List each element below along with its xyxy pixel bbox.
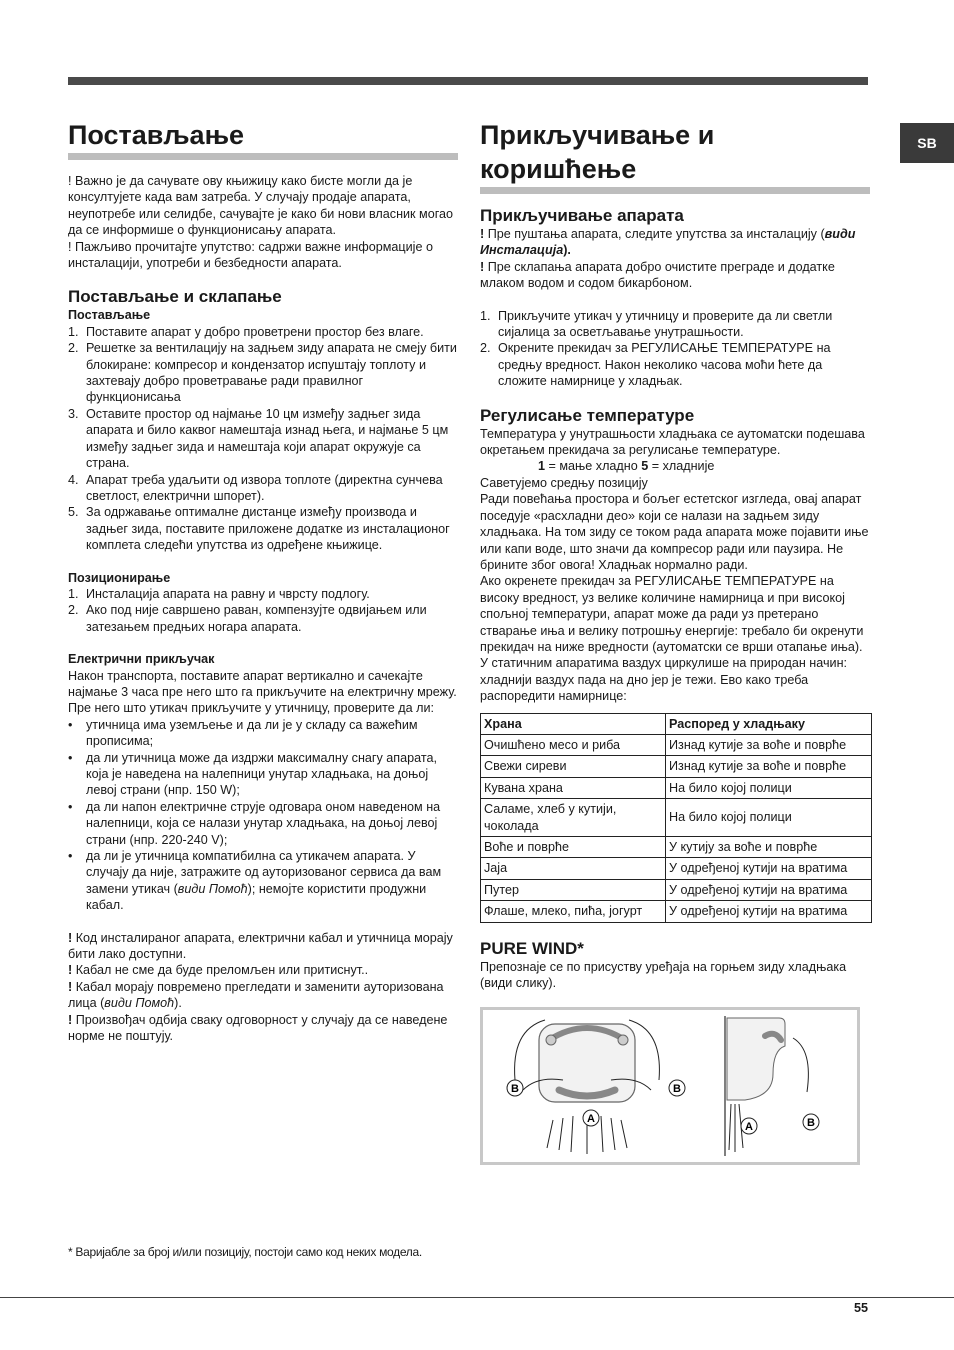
language-tab: SB <box>900 123 954 163</box>
placement-section-title: Постављање и склапање <box>68 287 282 307</box>
pure-wind-illustration <box>483 1010 857 1162</box>
list-item: 1. Инсталација апарата на равну и чврсту подлогу. <box>68 586 370 601</box>
list-item: 4. Апарат треба удаљити од извора топлоте (директна сунчева светлост, електрични шпорет). <box>68 472 443 503</box>
warning-2: ! Кабал не сме да буде преломљен или притиснут.. <box>68 963 369 978</box>
warning-3: ! Кабал морају повремено прегледати и заменити ауторизована лица (види Помоћ). <box>68 979 444 1011</box>
top-rule <box>68 77 868 85</box>
list-item: 2. Решетке за вентилацију на задњем зиду апарата не смеју бити блокиране: компресор и кондензатор испуштају топлоту и захтевају добро проветравање ради правилног функционисања <box>68 341 457 405</box>
label-a-front: A <box>587 1113 595 1126</box>
electric-subtitle: Електрични прикључак <box>68 652 215 667</box>
label-b-side: B <box>807 1117 815 1130</box>
temperature-paragraph-5: У статичним апаратима ваздух циркулише на природан начин: хладнији ваздух пада на дно јер је тежи. Ево како треба распоредити намирнице: <box>480 656 848 704</box>
right-column <box>480 118 870 1165</box>
connect-note-1: ! Пре пуштања апарата, следите упутства за инсталацију (види Инсталација). <box>480 227 856 258</box>
list-item: • да ли напон електричне струје одговара оном наведеном на налепници, која се налази унутар хладњака, на доњој левој страни (нпр. 220-240 V); <box>68 799 441 847</box>
list-item: 3. Оставите простор од најмање 10 цм између задњег зида апарата и било каквог намештаја изнад њега, и најмање 5 цм између задњег зида и намештаја који апарат окружује са страна. <box>68 406 449 471</box>
label-b-left: B <box>511 1083 519 1096</box>
placement-subtitle: Постављање <box>68 308 151 323</box>
connect-use-title: Прикључивање и коришћење <box>480 118 870 194</box>
pure-wind-text: Препознаје се по присуству уређаја на горњем зиду хладњака (види слику). <box>480 959 847 991</box>
positioning-subtitle: Позиционирање <box>68 570 171 585</box>
table-header-cell: Распоред у хладњаку <box>666 713 872 734</box>
left-column <box>68 118 458 1045</box>
list-item: • да ли утичница може да издржи максималну снагу апарата, која је наведена на налепници унутар хладњака, на доњој левој страни (нпр. 150 W); <box>68 750 437 798</box>
table-row: Кувана храна На било којој полици <box>481 777 872 798</box>
table-row: Флаше, млеко, пића, јогурт У одређеној кутији на вратима <box>481 901 872 922</box>
intro-paragraph-2: ! Пажљиво прочитајте упутство: садржи важне информације о инсталацији, употреби и безбедности апарата. <box>68 239 433 271</box>
electric-checklist <box>68 717 458 914</box>
temperature-paragraph-3: Ради повећања простора и бољег естетског изгледа, овај апарат поседује «расхладни део» који се налази на задњем зиду хладњака. На том зиду се током рада апарата може појавити иње или капи воде, што значи да компресор ради или паузира. Не брините због овога! Хладњак нормално ради. <box>480 492 869 572</box>
connect-section-title: Прикључивање апарата <box>480 206 684 225</box>
temperature-paragraph-4: Ако окренете прекидач за РЕГУЛИСАЊЕ ТЕМПЕРАТУРЕ на високу вредност, уз велике количине намирница и при високој спољној температури, апарат може да ради уз претерано стварање иња и велику потрошњу енергије: требало би окренути прекидач на ниже вредности (аутоматски се врши отапање иња). <box>480 574 864 654</box>
list-item: 2. Ако под није савршено раван, компензујте одвијањем или затезањем предњих ногара апарата. <box>68 603 427 634</box>
connect-steps <box>480 308 870 390</box>
footnote: * Варијабле за број и/или позицију, постоји само код неких модела. <box>68 1245 422 1259</box>
label-b-right: B <box>673 1083 681 1096</box>
table-row: Воће и поврће У кутију за воће и поврће <box>481 837 872 858</box>
temperature-scale: 1 = мање хладно 5 = хладније <box>538 459 715 474</box>
intro-paragraph-1: ! Важно је да сачувате ову књижицу како бисте могли да је консултујете када вам затреба. У случају продаје апарата, неупотребе или селидбе, сачувајте је како би нови власник могао да се информише о функционисању апарата. <box>68 174 454 238</box>
table-header-row <box>481 713 872 734</box>
placement-list <box>68 324 458 554</box>
electric-paragraph: Након транспорта, поставите апарат вертикално и сачекајте најмање 3 часа пре него што га прикључите на електричну мрежу. Пре него што утикач прикључите у утичницу, проверите да ли: <box>68 668 457 716</box>
list-item: • да ли је утичница компатибилна са утикачем апарата. У случају да није, затражите од ауторизованог сервиса да вам замени утикач (види Помоћ); немојте користити продужни кабал. <box>68 849 442 913</box>
list-item: 5. За одржавање оптималне дистанце између производа и задњег зида, поставите приложене додатке из инсталационог комплета следећи упутства из одређене књижице. <box>68 505 450 553</box>
food-placement-table <box>480 713 872 923</box>
table-row: Очишћено месо и риба Изнад кутије за воће и поврће <box>481 734 872 755</box>
page-number: 55 <box>853 1301 868 1315</box>
table-row: Јаја У одређеној кутији на вратима <box>481 858 872 879</box>
table-header-cell: Храна <box>481 713 666 734</box>
warning-4: ! Произвођач одбија сваку одговорност у случају да се наведене норме не поштују. <box>68 1012 448 1044</box>
positioning-list <box>68 586 458 635</box>
table-row: Свежи сиреви Изнад кутије за воће и поврће <box>481 756 872 777</box>
warning-1: ! Код инсталираног апарата, електрични кабал и утичница морају бити лако доступни. <box>68 930 453 962</box>
list-item: 1. Поставите апарат у добро проветрени простор без влаге. <box>68 324 424 339</box>
temperature-paragraph-1: Температура у унутрашњости хладњака се аутоматски подешава окретањем прекидача за регулисање температуре. <box>480 426 865 458</box>
label-a-side: A <box>745 1121 753 1134</box>
pure-wind-diagram <box>480 1007 860 1165</box>
pure-wind-title: PURE WIND* <box>480 938 584 958</box>
list-item: 2. Окрените прекидач за РЕГУЛИСАЊЕ ТЕМПЕРАТУРЕ на средњу вредност. Након неколико часова моћи ћете да сложите намирнице у хладњак. <box>480 341 831 389</box>
installation-title: Постављање <box>68 118 458 160</box>
temperature-section-title: Регулисање температуре <box>480 405 695 425</box>
table-row: Саламе, хлеб у кутији, чоколада На било којој полици <box>481 799 872 837</box>
connect-note-2: ! Пре склапања апарата добро очистите преграде и додатке млаком водом и содом бикарбоном. <box>480 259 835 291</box>
bottom-rule <box>0 1297 954 1298</box>
list-item: • утичница има уземљење и да ли је у складу са важећим прописима; <box>68 717 418 749</box>
table-row: Путер У одређеној кутији на вратима <box>481 879 872 900</box>
list-item: 1. Прикључите утикач у утичницу и проверите да ли светли сијалица за осветљавање унутрашњости. <box>480 308 833 340</box>
temperature-paragraph-2: Саветујемо средњу позицију <box>480 475 648 490</box>
